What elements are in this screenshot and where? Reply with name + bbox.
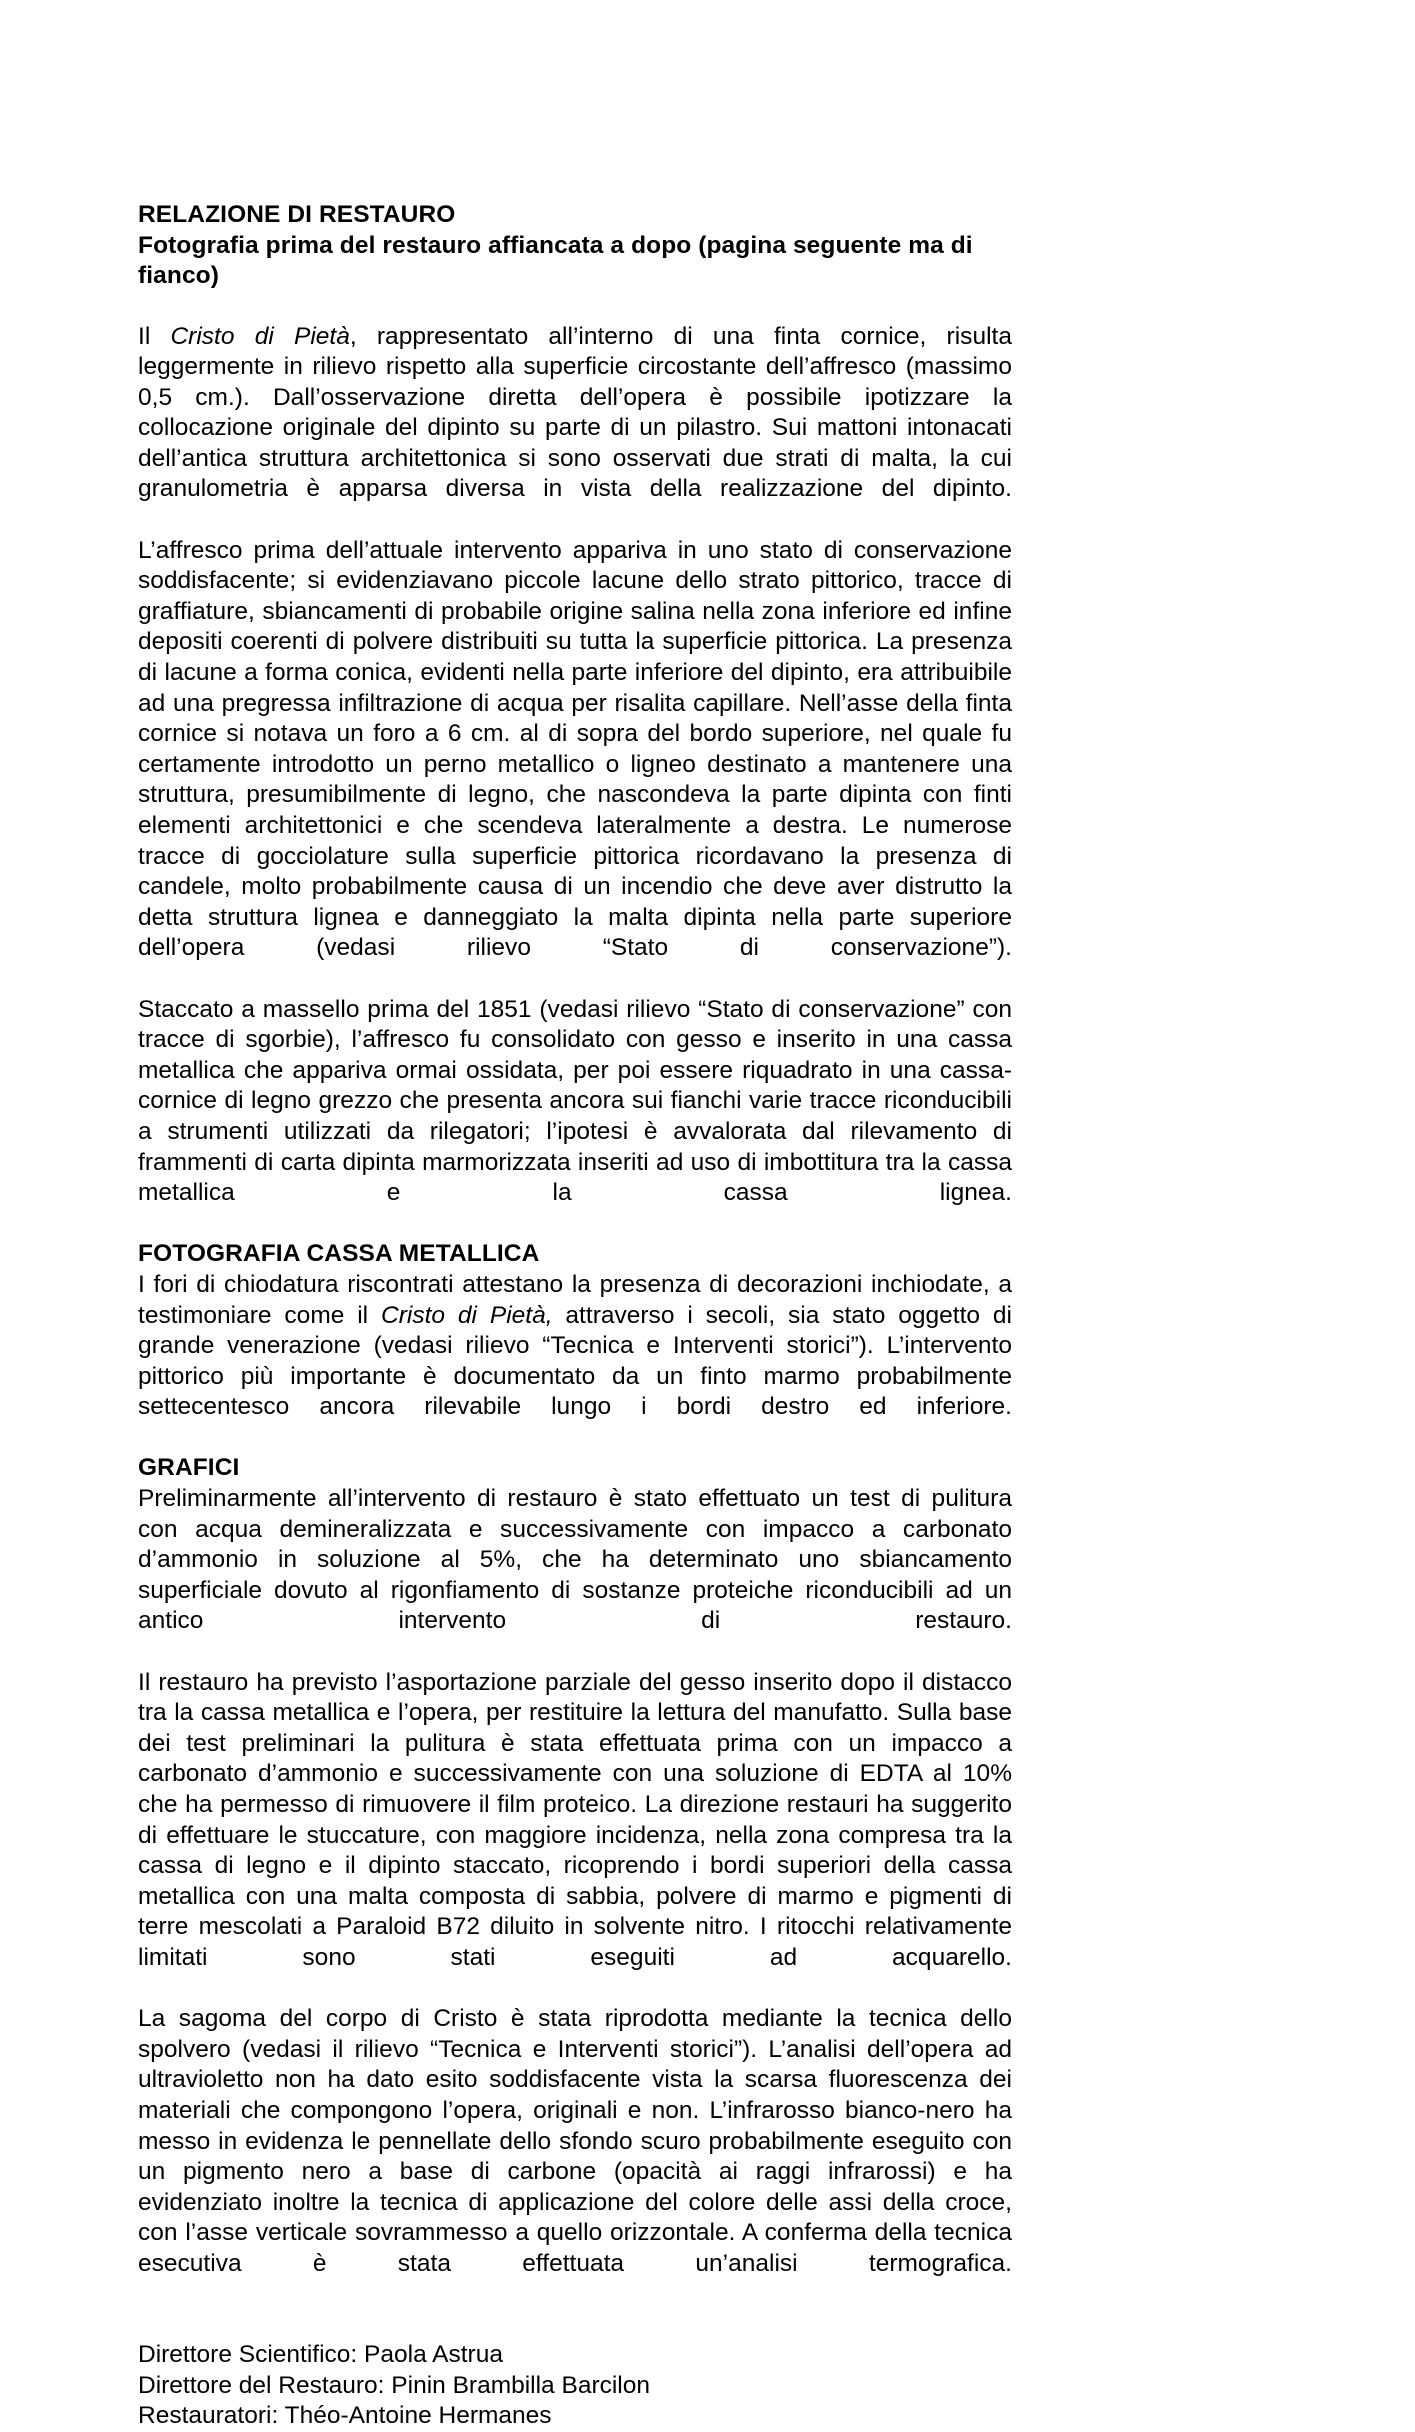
- artwork-name-cristo-di-pieta-2: Cristo di Pietà,: [381, 1301, 553, 1329]
- paragraph-staccato-massello: Staccato a massello prima del 1851 (vedasi rilievo “Stato di conservazione” con tracce di sgorbie), l’affresco fu consolidato con gesso e inserito in una cassa metallica che appariva ormai ossidata, per poi essere riquadrato in una cassa-cornice di legno grezzo che presenta ancora sui fianchi varie tracce riconducibili a strumenti utilizzati da rilegatori; l’ipotesi è avvalorata dal rilevamento di frammenti di carta dipinta marmorizzata inseriti ad uso di imbottitura tra la cassa metallica e la cassa lignea.: [138, 995, 1012, 1207]
- artwork-name-cristo-di-pieta: Cristo di Pietà: [170, 322, 350, 350]
- paragraph-intro: [138, 322, 1012, 536]
- paragraph-analisi-tecniche: La sagoma del corpo di Cristo è stata riprodotta mediante la tecnica dello spolvero (vedasi il rilievo “Tecnica e Interventi storici”). L’analisi dell’opera ad ultravioletto non ha dato esito soddisfacente vista la scarsa fluorescenza dei materiali che compongono l’opera, originali e non. L’infrarosso bianco-nero ha messo in evidenza le pennellate dello sfondo scuro probabilmente eseguito con un pigmento nero a base di carbone (opacità ai raggi infrarossi) e ha evidenziato inoltre la tecnica di applicazione del colore delle assi della croce, con l’asse verticale sovrammesso a quello orizzontale. A conferma della tecnica esecutiva è stata effettuata un’analisi termografica.: [138, 2005, 1012, 2277]
- signature-restoration-director: Direttore del Restauro: Pinin Brambilla Barcilon: [138, 2371, 650, 2399]
- document-body: [138, 200, 1012, 2432]
- signature-block: [138, 2340, 1012, 2432]
- section-heading-fotografia-cassa-metallica: FOTOGRAFIA CASSA METALLICA: [138, 1240, 540, 1268]
- title-spacer: [138, 292, 1012, 322]
- page-subtitle: Fotografia prima del restauro affiancata a dopo (pagina seguente ma di fianco): [138, 231, 973, 289]
- section-heading-grafici: GRAFICI: [138, 1454, 240, 1482]
- page-title: RELAZIONE DI RESTAURO: [138, 201, 456, 228]
- paragraph-stato-conservazione: L’affresco prima dell’attuale intervento appariva in uno stato di conservazione soddisfacente; si evidenziavano piccole lacune dello strato pittorico, tracce di graffiature, sbiancamenti di probabile origine salina nella zona inferiore ed infine depositi coerenti di polvere distribuiti su tutta la superficie pittorica. La presenza di lacune a forma conica, evidenti nella parte inferiore del dipinto, era attribuibile ad una pregressa infiltrazione di acqua per risalita capillare. Nell’asse della finta cornice si notava un foro a 6 cm. al di sopra del bordo superiore, nel quale fu certamente introdotto un perno metallico o ligneo destinato a mantenere una struttura, presumibilmente di legno, che nascondeva la parte dipinta con finti elementi architettonici e che scendeva lateralmente a destra. Le numerose tracce di gocciolature sulla superficie pittorica ricordavano la presenza di candele, molto probabilmente causa di un incendio che deve aver distrutto la detta struttura lignea e danneggiato la malta dipinta nella parte superiore dell’opera (vedasi rilievo “Stato di conservazione”).: [138, 536, 1012, 962]
- paragraph-intro-rest: , rappresentato all’interno di una finta cornice, risulta leggermente in rilievo rispetto alla superficie circostante dell’affresco (massimo 0,5 cm.). Dall’osservazione diretta dell’opera è possibile ipotizzare la collocazione originale del dipinto su parte di un pilastro. Sui mattoni intonacati dell’antica struttura architettonica si sono osservati due strati di malta, la cui granulometria è apparsa diversa in vista della realizzazione del dipinto.: [138, 322, 1012, 503]
- paragraph-cassa-rest: attraverso i secoli, sia stato oggetto di grande venerazione (vedasi rilievo “Tecnica e Interventi storici”). L’intervento pittorico più importante è documentato da un finto marmo probabilmente settecentesco ancora rilevabile lungo i bordi destro ed inferiore.: [138, 1301, 1012, 1421]
- paragraph-restauro-intervento: Il restauro ha previsto l’asportazione parziale del gesso inserito dopo il distacco tra la cassa metallica e l’opera, per restituire la lettura del manufatto. Sulla base dei test preliminari la pulitura è stata effettuata prima con un impacco a carbonato d’ammonio e successivamente con una soluzione di EDTA al 10% che ha permesso di rimuovere il film proteico. La direzione restauri ha suggerito di effettuare le stuccature, con maggiore incidenza, nella zona compresa tra la cassa di legno e il dipinto staccato, ricoprendo i bordi superiori della cassa metallica con una malta composta di sabbia, polvere di marmo e pigmenti di terre mescolati a Paraloid B72 diluito in solvente nitro. I ritocchi relativamente limitati sono stati eseguiti ad acquarello.: [138, 1668, 1012, 1971]
- paragraph-intro-lead: Il: [138, 322, 171, 350]
- paragraph-cassa-lead: I fori di chiodatura riscontrati attestano la presenza di decorazioni inchiodate, a testimoniare come il: [138, 1270, 1012, 1329]
- signature-restorers: Restauratori: Théo-Antoine Hermanes: [138, 2402, 552, 2430]
- paragraph-test-pulitura: Preliminarmente all’intervento di restauro è stato effettuato un test di pulitura con acqua demineralizzata e successivamente con impacco a carbonato d’ammonio in soluzione al 5%, che ha determinato uno sbiancamento superficiale dovuto al rigonfiamento di sostanze proteiche riconducibili ad un antico intervento di restauro.: [138, 1485, 1012, 1635]
- paragraph-cassa-metallica: [138, 1270, 1012, 1454]
- signature-scientific-director: Direttore Scientifico: Paola Astrua: [138, 2341, 503, 2369]
